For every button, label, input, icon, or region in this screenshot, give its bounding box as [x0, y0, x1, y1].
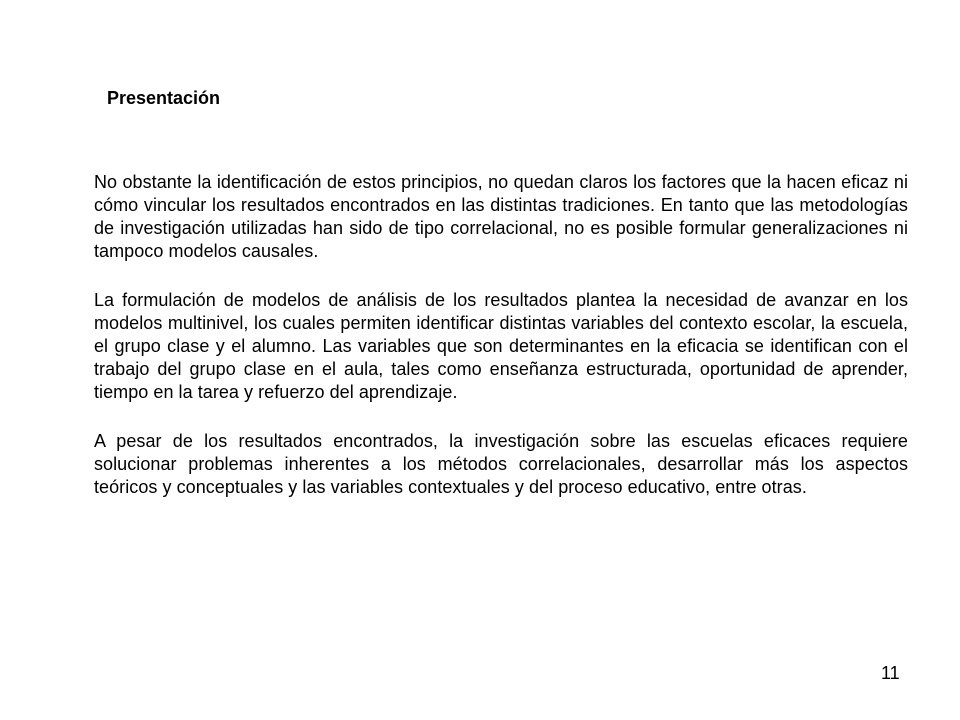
page-number: 11: [881, 663, 900, 683]
paragraph-1: No obstante la identificación de estos principios, no quedan claros los factores que la hacen eficaz ni cómo vincular los resultados encontrados en las distintas tradiciones. En tanto que las metodologías de investigación utilizadas han sido de tipo correlacional, no es posible formular generalizaciones ni tampoco modelos causales.: [94, 172, 908, 261]
paragraph-3: A pesar de los resultados encontrados, la investigación sobre las escuelas eficaces requiere solucionar problemas inherentes a los métodos correlacionales, desarrollar más los aspectos teóricos y conceptuales y las variables contextuales y del proceso educativo, entre otras.: [94, 431, 908, 497]
page-title: Presentación: [107, 88, 221, 108]
paragraph-2: La formulación de modelos de análisis de los resultados plantea la necesidad de avanzar en los modelos multinivel, los cuales permiten identificar distintas variables del contexto escolar, la escuela, el grupo clase y el alumno. Las variables que son determinantes en la eficacia se identifican con el trabajo del grupo clase en el aula, tales como enseñanza estructurada, oportunidad de aprender, tiempo en la tarea y refuerzo del aprendizaje.: [94, 290, 908, 402]
document-body: [94, 171, 908, 525]
